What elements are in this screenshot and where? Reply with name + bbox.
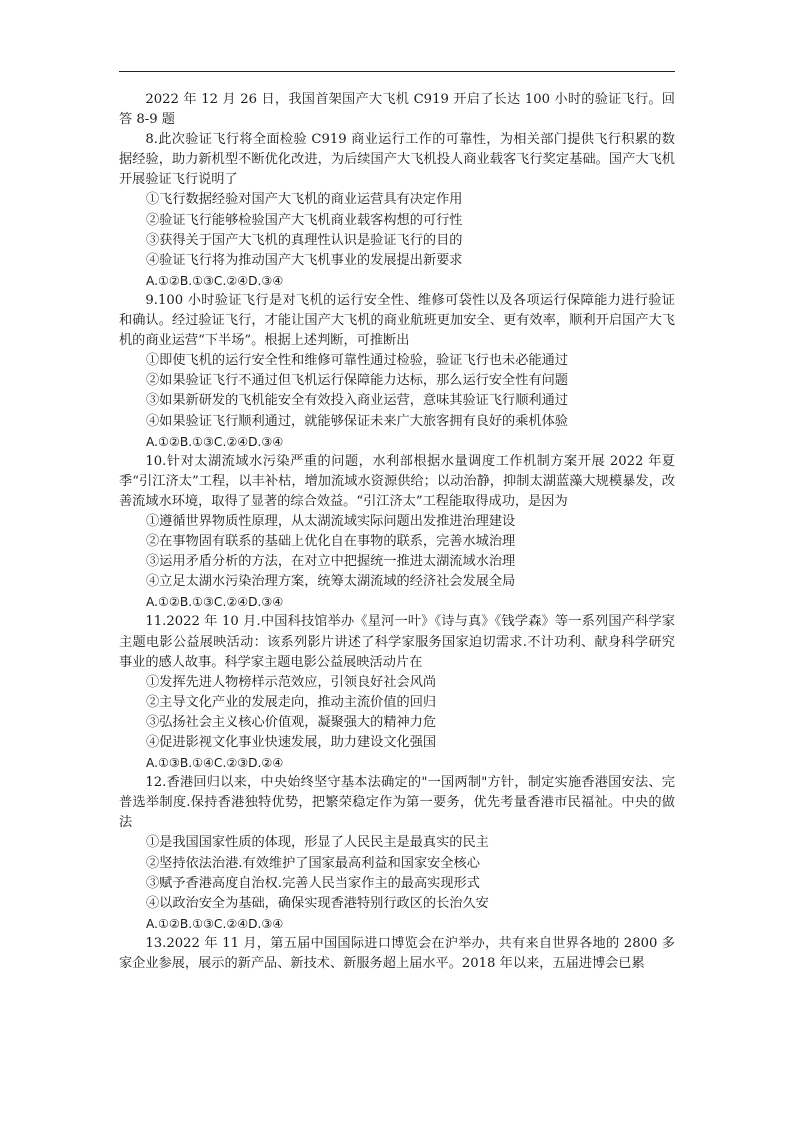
question-stem: 13.2022 年 11 月，第五届中国国际进口博览会在沪举办，共有来自世界各地的 2800 多家企业参展，展示的新产品、新技术、新服务超上届水平。2018 年以来，五届进博会已累 [119,935,675,972]
option-2: ②验证飞行能够检验国产大飞机商业载客构想的可行性 [146,212,463,228]
option-2: ②在事物固有联系的基础上优化自在事物的联系，完善水城治理 [146,534,516,550]
option-1: ①遵循世界物质性原理，从太湖流域实际问题出发推进治理建设 [146,513,516,529]
answer-choices: A.①②B.①③C.②④D.③④ [146,916,284,931]
question-12 [119,773,675,934]
question-8 [119,130,675,291]
answer-choices: A.①③B.①④C.②③D.②④ [146,756,284,771]
option-3: ③获得关于国产大飞机的真理性认识是验证飞行的目的 [146,232,463,248]
intro-text: 2022 年 12 月 26 日，我国首架国产大飞机 C919 开启了长达 100 小时的验证飞行。回答 8-9 题 [119,92,675,128]
header-rule [119,71,675,72]
question-stem: 11.2022 年 10 月.中国科技馆举办《星河一叶》《诗与真》《钱学森》等一系列国产科学家主题电影公益展映活动：该系列影片讲述了科学家服务国家迫切需求.不计功利、献身科学研究事业的感人故事。科学家主题电影公益展映活动片在 [119,614,675,670]
answer-choices: A.①②B.①③C.②④D.③④ [146,595,284,610]
option-4: ④验证飞行将为推动国产大飞机事业的发展提出新要求 [146,252,463,268]
option-4: ④如果验证飞行顺利通过，就能够保证未来广大旅客拥有良好的乘机体验 [146,413,568,429]
answer-choices: A.①②B.①③C.②④D.③④ [146,273,284,288]
option-1: ①发挥先进人物榜样示范效应，引领良好社会风尚 [146,674,437,690]
option-3: ③赋予香港高度自治权.完善人民当家作主的最高实现形式 [146,875,480,891]
option-3: ③运用矛盾分析的方法，在对立中把握统一推进太湖流域水治理 [146,554,516,570]
option-3: ③如果新研发的飞机能安全有效投入商业运营，意味其验证飞行顺利通过 [146,393,568,409]
question-stem: 8.此次验证飞行将全面检验 C919 商业运行工作的可靠性，为相关部门提供飞行积累的数据经验，助力新机型不断优化改进，为后续国产大飞机投人商业载客飞行奖定基础。国产大飞机开展验证飞行说明了 [119,132,675,188]
option-3: ③弘扬社会主义核心价值观，凝聚强大的精神力危 [146,714,437,730]
option-2: ②坚持依法治港.有效维护了国家最高利益和国家安全核心 [146,855,480,871]
question-9 [119,291,675,452]
answer-choices: A.①②B.①③C.②④D.③④ [146,434,284,449]
question-11 [119,612,675,773]
question-stem: 10.针对太湖流域水污染严重的问题，水利部根据水量调度工作机制方案开展 2022 年夏季“引江济太”工程，以丰补枯，增加流域水资源供给；以动治静，抑制太湖蓝藻大规模暴发，改善流域水环境，取得了显著的综合效益。“引江济太”工程能取得成功，是因为 [119,453,675,509]
option-1: ①即使飞机的运行安全性和维修可靠性通过检验，验证飞行也未必能通过 [146,353,568,369]
question-stem: 12.香港回归以来，中央始终坚守基本法确定的"一国两制"方针，制定实施香港国安法、完普选举制度.保持香港独特优势，把繁荣稳定作为第一要务，优先考量香港市民福祉。中央的做法 [119,775,675,831]
option-1: ①飞行数据经验对国产大飞机的商业运营具有决定作用 [146,192,463,208]
option-4: ④促进影视文化事业快速发展，助力建设文化强国 [146,735,437,750]
document-body [119,90,675,974]
question-10 [119,452,675,613]
option-4: ④以政治安全为基础，确保实现香港特别行政区的长治久安 [146,895,489,911]
option-2: ②如果验证飞行不通过但飞机运行保障能力达标，那么运行安全性有问题 [146,373,568,389]
question-stem: 9.100 小时验证飞行是对飞机的运行安全性、维修可袋性以及各项运行保障能力进行验证和确认。经过验证飞行，才能让国产大飞机的商业航班更加安全、更有效率，顺利开启国产大飞机的商业运营“下半场”。根据上述判断，可推断出 [119,292,675,349]
question-13 [119,934,675,974]
option-1: ①是我国国家性质的体现，形显了人民民主是最真实的民主 [146,835,489,851]
option-4: ④立足太湖水污染治理方案，统筹太湖流域的经济社会发展全局 [146,574,516,590]
option-2: ②主导文化产业的发展走向，推动主流价值的回归 [146,694,437,710]
